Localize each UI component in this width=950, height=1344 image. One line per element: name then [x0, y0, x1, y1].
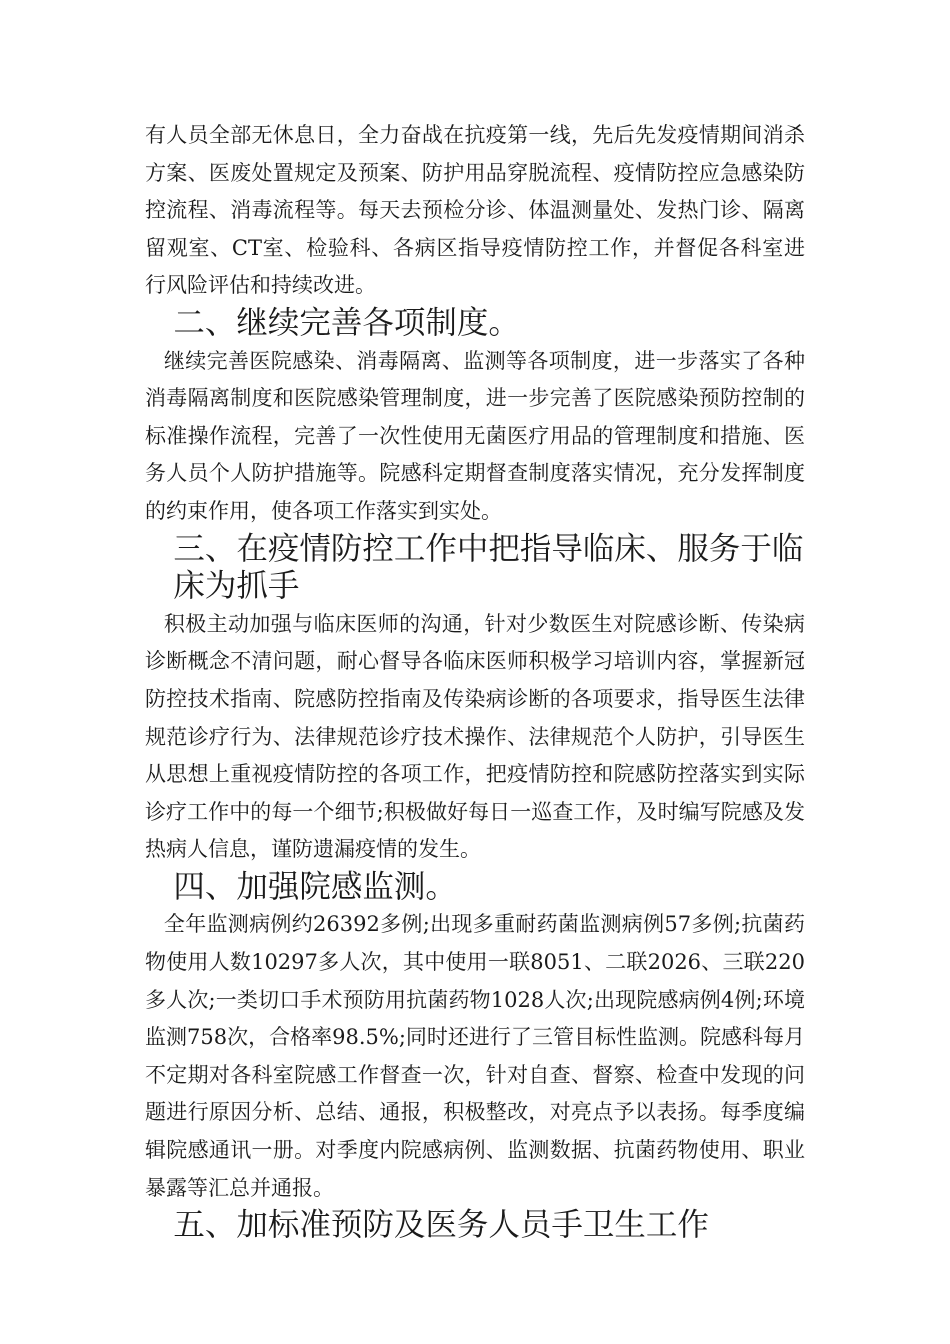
body-paragraph-3: 积极主动加强与临床医师的沟通，针对少数医生对院感诊断、传染病诊断概念不清问题，耐心督导各临床医师积极学习培训内容，掌握新冠防控技术指南、院感防控指南及传染病诊断的各项要求，指导医生法律规范诊疗行为、法律规范诊疗技术操作、法律规范个人防护，引导医生从思想上重视疫情防控的各项工作，把疫情防控和院感防控落实到实际诊疗工作中的每一个细节;积极做好每日一巡查工作，及时编写院感及发热病人信息，谨防遗漏疫情的发生。: [145, 611, 805, 862]
section-heading-4: 四、加强院感监测。: [173, 868, 457, 905]
section-heading-3: 三、在疫情防控工作中把指导临床、服务于临床为抓手: [173, 530, 804, 605]
body-paragraph-2: 继续完善医院感染、消毒隔离、监测等各项制度，进一步落实了各种消毒隔离制度和医院感染管理制度，进一步完善了医院感染预防控制的标准操作流程，完善了一次性使用无菌医疗用品的管理制度和措施、医务人员个人防护措施等。院感科定期督查制度落实情况，充分发挥制度的约束作用，使各项工作落实到实处。: [145, 348, 805, 523]
section-heading-2: 二、继续完善各项制度。: [173, 304, 520, 341]
body-paragraph-1: 有人员全部无休息日，全力奋战在抗疫第一线，先后先发疫情期间消杀方案、医废处置规定及预案、防护用品穿脱流程、疫情防控应急感染防控流程、消毒流程等。每天去预检分诊、体温测量处、发热门诊、隔离留观室、CT室、检验科、各病区指导疫情防控工作，并督促各科室进行风险评估和持续改进。: [145, 123, 805, 298]
body-paragraph-4: 全年监测病例约26392多例;出现多重耐药菌监测病例57多例;抗菌药物使用人数10297多人次，其中使用一联8051、二联2026、三联220多人次;一类切口手术预防用抗菌药物1028人次;出现院感病例4例;环境监测758次，合格率98.5%;同时还进行了三管目标性监测。院感科每月不定期对各科室院感工作督查一次，针对自查、督察、检查中发现的问题进行原因分析、总结、通报，积极整改，对亮点予以表扬。每季度编辑院感通讯一册。对季度内院感病例、监测数据、抗菌药物使用、职业暴露等汇总并通报。: [145, 912, 805, 1200]
document-page: [145, 117, 805, 1245]
section-heading-5: 五、加标准预防及医务人员手卫生工作: [173, 1207, 709, 1244]
